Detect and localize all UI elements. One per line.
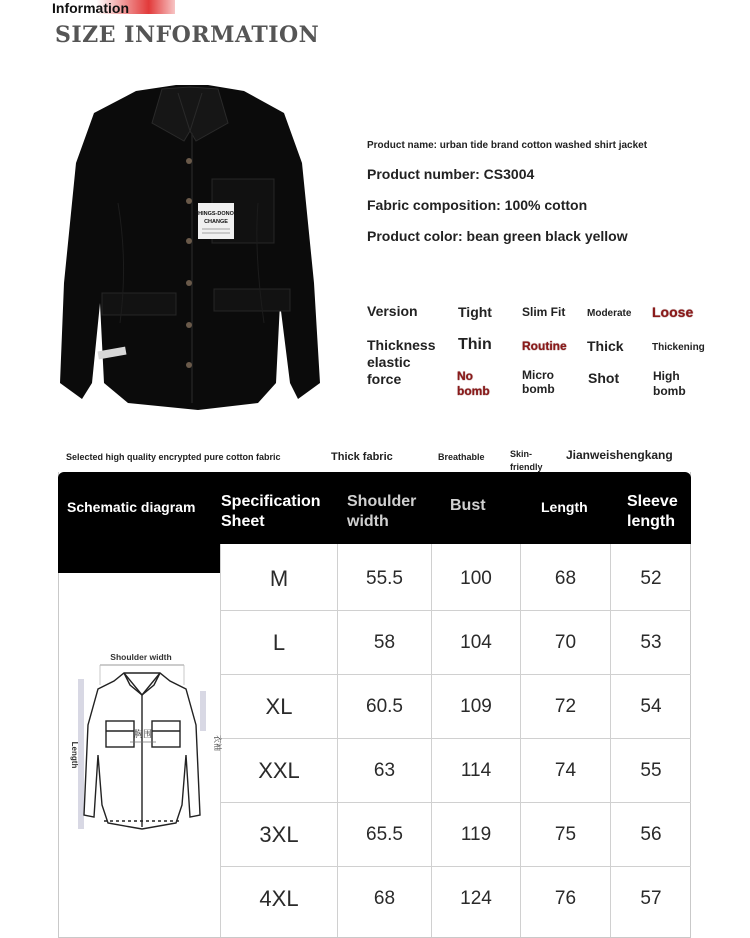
table-cell-bust: 124 (460, 887, 492, 909)
thickness-option-routine: Routine (522, 339, 567, 353)
diagram-length-label: Length (70, 741, 79, 769)
header-small-title: Information (52, 0, 129, 16)
table-cell-size: XL (265, 693, 293, 719)
table-cell-length: 75 (554, 823, 577, 845)
thickness-option-thin: Thin (458, 336, 492, 353)
table-cell-sleeve: 55 (640, 759, 662, 781)
feature-thick: Thick fabric (331, 451, 393, 463)
table-cell-bust: 104 (460, 631, 492, 653)
table-cell-shoulder: 55.5 (366, 568, 403, 589)
elastic-option-micro-1: Micro (522, 368, 555, 382)
table-cell-shoulder: 68 (373, 887, 396, 909)
elastic-option-micro-2: bomb (522, 382, 555, 396)
header-shoulder-1: Shoulder (347, 493, 417, 510)
feature-fabric: Selected high quality encrypted pure cotton fabric (66, 452, 281, 462)
elastic-option-high-1: High (653, 369, 680, 383)
table-cell-bust: 114 (460, 759, 492, 781)
diagram-shirt-outline (84, 673, 200, 829)
version-label: Version (367, 303, 418, 319)
table-cell-length: 76 (554, 887, 577, 909)
header-spec-2: Sheet (221, 513, 265, 530)
table-cell-sleeve: 53 (640, 631, 662, 653)
table-cell-size: L (272, 629, 286, 655)
header-sleeve-1: Sleeve (627, 493, 678, 510)
table-cell-shoulder: 65.5 (366, 823, 403, 845)
table-cell-shoulder: 58 (373, 631, 396, 653)
thickness-label: Thickness (367, 337, 436, 353)
product-photo (58, 83, 320, 410)
schematic-diagram-label: Schematic diagram (67, 499, 196, 515)
table-cell-length: 70 (554, 631, 577, 653)
elastic-label-1: elastic (367, 354, 411, 370)
table-cell-sleeve: 52 (640, 568, 662, 589)
diagram-bust-label: 胸围 (133, 730, 153, 740)
elastic-label-2: force (367, 371, 402, 387)
patch-text-2: CHANGE (204, 219, 228, 225)
elastic-option-no-bomb-2: bomb (457, 384, 490, 398)
table-cell-bust: 109 (460, 695, 492, 717)
table-cell-length: 74 (554, 759, 577, 781)
elastic-option-no-bomb-1: No (457, 369, 473, 383)
table-cell-bust: 100 (460, 568, 492, 589)
version-option-tight: Tight (458, 304, 492, 320)
table-cell-size: XXL (258, 757, 300, 783)
patch-text-1: THINGS-DONOT (194, 211, 238, 217)
elastic-option-high-2: bomb (653, 384, 686, 398)
product-number: Product number: CS3004 (367, 166, 535, 182)
diagram-sleeve-label: 衣袖 (213, 735, 222, 751)
table-cell-length: 72 (554, 695, 577, 717)
shirt-body (60, 85, 320, 410)
header-spec-1: Specification (221, 493, 321, 510)
table-cell-size: 3XL (259, 821, 299, 847)
schematic-diagram (64, 645, 224, 850)
table-cell-shoulder: 63 (373, 759, 396, 781)
elastic-option-shot: Shot (588, 370, 620, 386)
table-cell-sleeve: 56 (640, 823, 662, 845)
diagram-shoulder-label: Shoulder width (110, 652, 172, 662)
table-cell-shoulder: 60.5 (366, 695, 403, 717)
header-length: Length (541, 499, 588, 515)
table-cell-bust: 119 (460, 823, 492, 845)
schematic-header-band (58, 540, 220, 573)
table-cell-size: M (269, 566, 289, 591)
header-sleeve-2: length (627, 513, 675, 530)
version-option-slim-fit: Slim Fit (522, 305, 566, 319)
product-color: Product color: bean green black yellow (367, 228, 628, 244)
table-cell-length: 68 (554, 568, 577, 589)
feature-skin-2: friendly (510, 462, 543, 472)
thickness-option-thick: Thick (587, 338, 624, 354)
feature-skin-1: Skin- (510, 449, 533, 459)
table-cell-sleeve: 57 (640, 887, 662, 909)
product-fabric: Fabric composition: 100% cotton (367, 197, 588, 213)
product-name: Product name: urban tide brand cotton washed shirt jacket (367, 140, 648, 151)
header-bust: Bust (450, 497, 486, 514)
version-option-loose: Loose (652, 304, 694, 320)
thickness-option-thickening: Thickening (652, 342, 705, 353)
table-cell-sleeve: 54 (640, 695, 662, 717)
table-cell-size: 4XL (259, 885, 299, 911)
header-shoulder-2: width (347, 513, 389, 530)
page-title: SIZE INFORMATION (55, 22, 320, 48)
feature-breathable: Breathable (438, 452, 485, 462)
version-option-moderate: Moderate (587, 308, 632, 319)
feature-healthy: Jianweishengkang (566, 448, 673, 462)
